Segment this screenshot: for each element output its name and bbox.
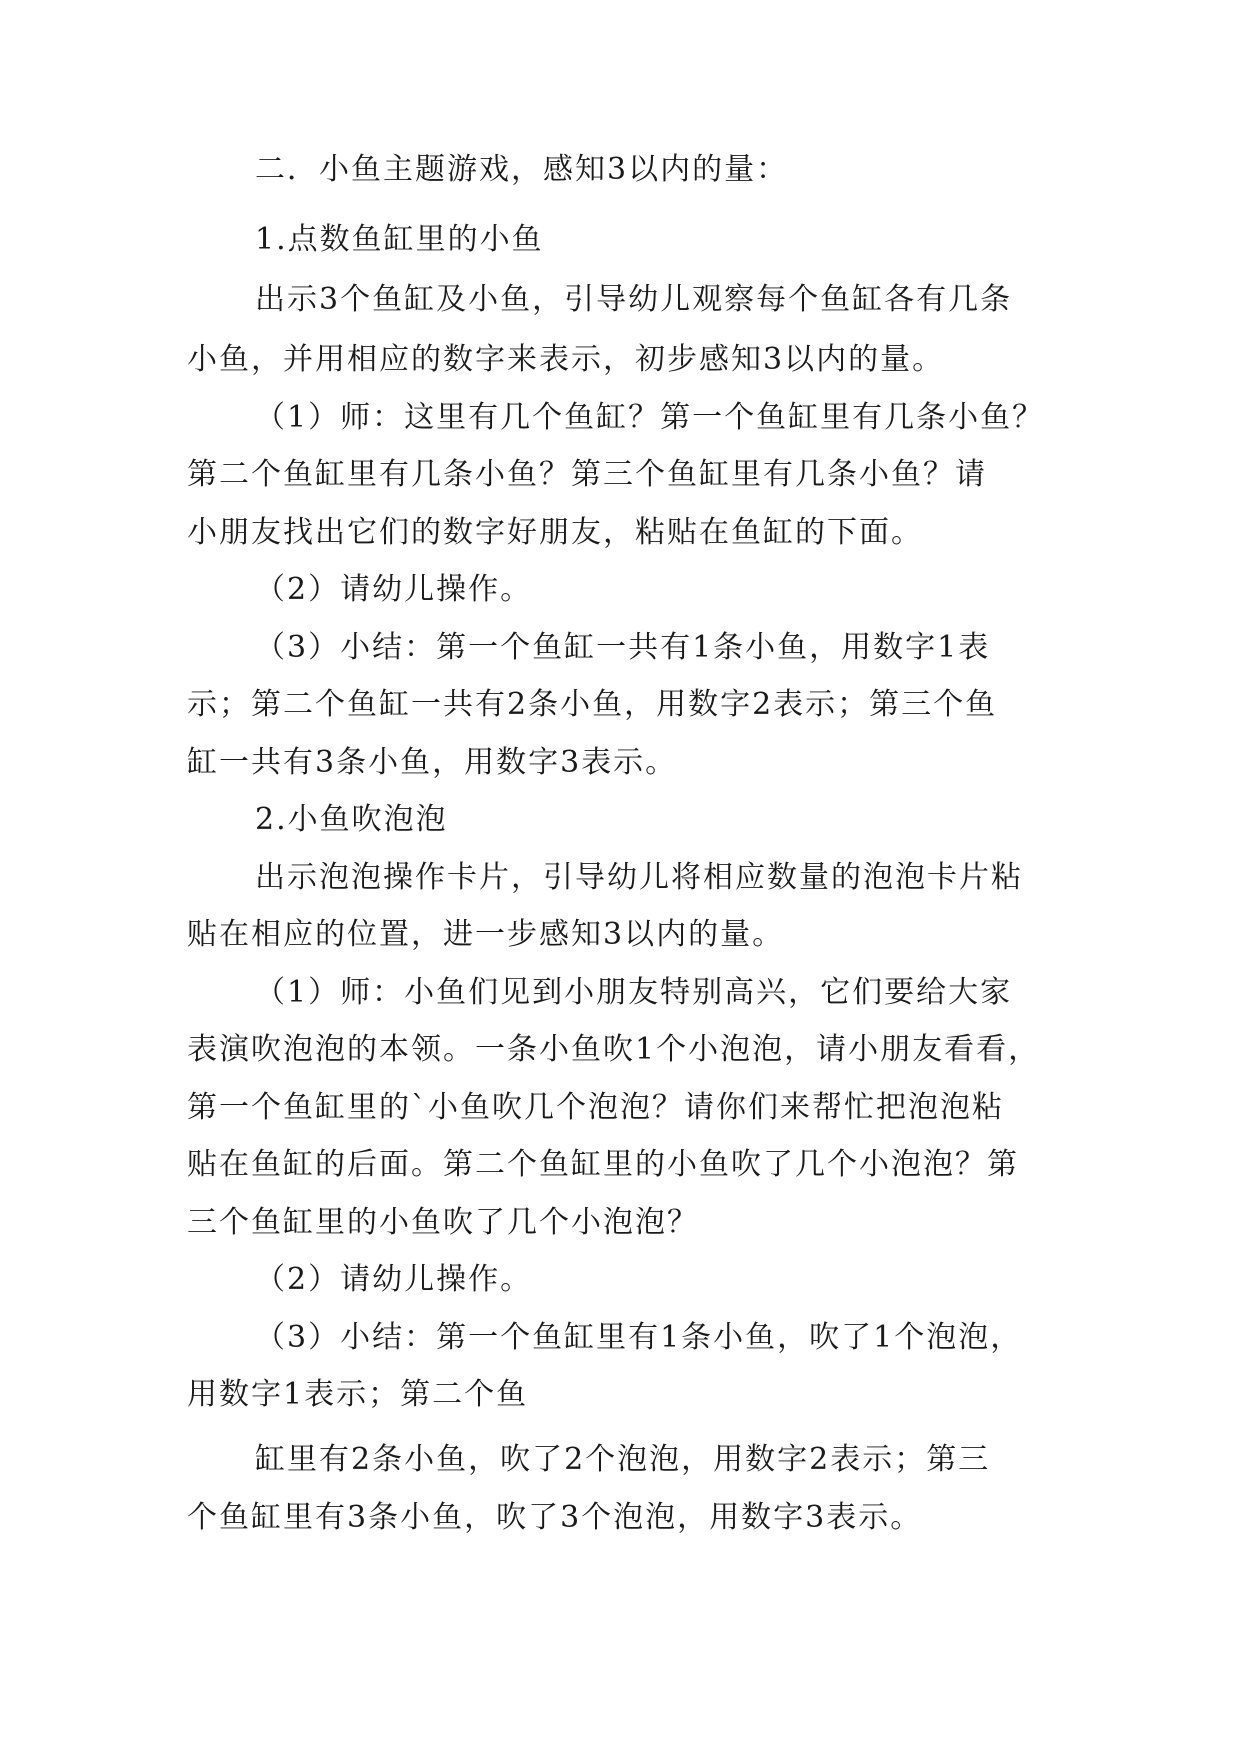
paragraph-line: 小鱼，并用相应的数字来表示，初步感知3以内的量。 [187, 342, 945, 377]
paragraph-line: 表演吹泡泡的本领。一条小鱼吹1个小泡泡，请小朋友看看， [187, 1032, 1041, 1067]
paragraph-line: 缸里有2条小鱼，吹了2个泡泡，用数字2表示；第三 [255, 1442, 991, 1477]
paragraph-line: 示；第二个鱼缸一共有2条小鱼，用数字2表示；第三个鱼 [187, 687, 998, 722]
paragraph-line: 贴在鱼缸的后面。第二个鱼缸里的小鱼吹了几个小泡泡？第 [187, 1147, 1019, 1182]
paragraph-line: 第二个鱼缸里有几条小鱼？第三个鱼缸里有几条小鱼？请 [187, 457, 987, 492]
paragraph-line: 小朋友找出它们的数字好朋友，粘贴在鱼缸的下面。 [187, 515, 923, 550]
paragraph-line: （2）请幼儿操作。 [255, 572, 533, 607]
paragraph-line: 贴在相应的位置，进一步感知3以内的量。 [187, 917, 785, 952]
paragraph-line: （2）请幼儿操作。 [255, 1262, 533, 1297]
paragraph-line: （3）小结：第一个鱼缸里有1条小鱼，吹了1个泡泡， [255, 1320, 1023, 1355]
subsection-heading: 1.点数鱼缸里的小鱼 [255, 222, 544, 257]
paragraph-line: 第一个鱼缸里的`小鱼吹几个泡泡？请你们来帮忙把泡泡粘 [187, 1090, 1004, 1125]
paragraph-line: 三个鱼缸里的小鱼吹了几个小泡泡？ [187, 1205, 699, 1240]
paragraph-line: 用数字1表示；第二个鱼 [187, 1377, 529, 1412]
paragraph-line: 出示泡泡操作卡片，引导幼儿将相应数量的泡泡卡片粘 [255, 860, 1023, 895]
paragraph-line: 缸一共有3条小鱼，用数字3表示。 [187, 745, 678, 780]
paragraph-line: 出示3个鱼缸及小鱼，引导幼儿观察每个鱼缸各有几条 [255, 282, 1013, 317]
paragraph-line: （1）师：小鱼们见到小朋友特别高兴，它们要给大家 [255, 975, 1013, 1010]
paragraph-line: （3）小结：第一个鱼缸一共有1条小鱼，用数字1表 [255, 630, 991, 665]
subsection-heading: 2.小鱼吹泡泡 [255, 802, 448, 837]
section-heading: 二．小鱼主题游戏，感知3以内的量： [255, 152, 789, 187]
paragraph-line: （1）师：这里有几个鱼缸？第一个鱼缸里有几条小鱼？ [255, 400, 1045, 435]
paragraph-line: 个鱼缸里有3条小鱼，吹了3个泡泡，用数字3表示。 [187, 1500, 923, 1535]
